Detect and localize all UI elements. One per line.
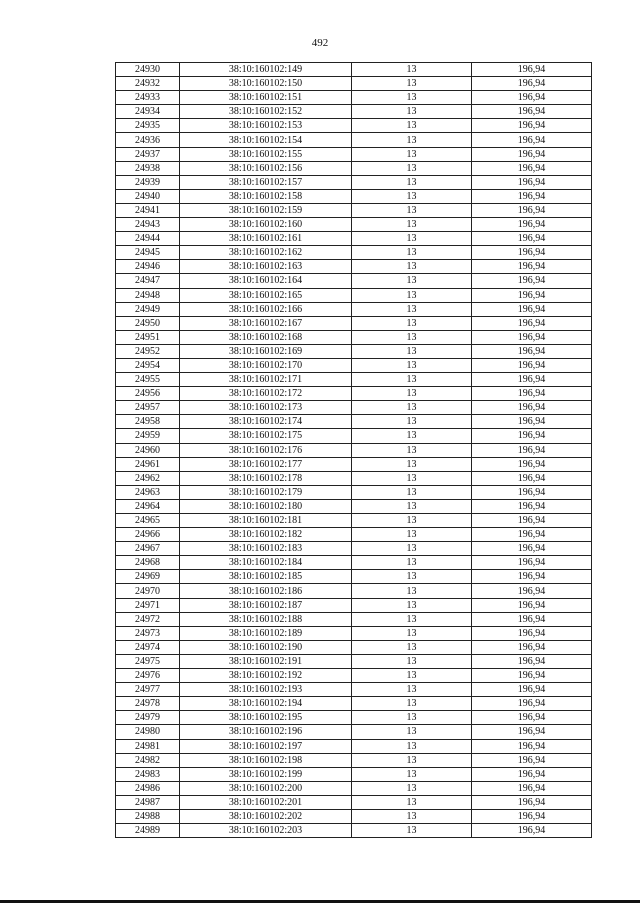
table-row: [116, 584, 592, 598]
count-cell: 13: [352, 457, 472, 471]
row-number-cell: 24939: [116, 175, 180, 189]
cadastral-number-cell: 38:10:160102:195: [180, 711, 352, 725]
count-cell: 13: [352, 401, 472, 415]
row-number-cell: 24938: [116, 161, 180, 175]
table-row: [116, 415, 592, 429]
cadastral-number-cell: 38:10:160102:200: [180, 781, 352, 795]
row-number-cell: 24983: [116, 767, 180, 781]
count-cell: 13: [352, 274, 472, 288]
cadastral-number-cell: 38:10:160102:189: [180, 626, 352, 640]
cadastral-number-cell: 38:10:160102:161: [180, 232, 352, 246]
row-number-cell: 24977: [116, 683, 180, 697]
count-cell: 13: [352, 302, 472, 316]
row-number-cell: 24956: [116, 387, 180, 401]
table-row: [116, 542, 592, 556]
row-number-cell: 24932: [116, 77, 180, 91]
cadastral-number-cell: 38:10:160102:150: [180, 77, 352, 91]
cadastral-number-cell: 38:10:160102:164: [180, 274, 352, 288]
row-number-cell: 24987: [116, 795, 180, 809]
cadastral-number-cell: 38:10:160102:188: [180, 612, 352, 626]
table-row: [116, 556, 592, 570]
area-cell: 196,94: [472, 471, 592, 485]
count-cell: 13: [352, 63, 472, 77]
count-cell: 13: [352, 514, 472, 528]
table-row: [116, 612, 592, 626]
table-row: [116, 358, 592, 372]
cadastral-number-cell: 38:10:160102:168: [180, 330, 352, 344]
count-cell: 13: [352, 697, 472, 711]
count-cell: 13: [352, 725, 472, 739]
table-row: [116, 824, 592, 838]
land-parcel-table: [115, 62, 592, 838]
cadastral-number-cell: 38:10:160102:192: [180, 669, 352, 683]
table-row: [116, 246, 592, 260]
table-row: [116, 119, 592, 133]
table-row: [116, 528, 592, 542]
table-row: [116, 570, 592, 584]
count-cell: 13: [352, 711, 472, 725]
area-cell: 196,94: [472, 556, 592, 570]
area-cell: 196,94: [472, 528, 592, 542]
cadastral-number-cell: 38:10:160102:172: [180, 387, 352, 401]
count-cell: 13: [352, 626, 472, 640]
area-cell: 196,94: [472, 824, 592, 838]
area-cell: 196,94: [472, 654, 592, 668]
area-cell: 196,94: [472, 288, 592, 302]
area-cell: 196,94: [472, 401, 592, 415]
count-cell: 13: [352, 288, 472, 302]
table-row: [116, 795, 592, 809]
cadastral-number-cell: 38:10:160102:185: [180, 570, 352, 584]
table-row: [116, 147, 592, 161]
count-cell: 13: [352, 824, 472, 838]
area-cell: 196,94: [472, 344, 592, 358]
area-cell: 196,94: [472, 683, 592, 697]
area-cell: 196,94: [472, 570, 592, 584]
table-row: [116, 232, 592, 246]
cadastral-number-cell: 38:10:160102:174: [180, 415, 352, 429]
area-cell: 196,94: [472, 316, 592, 330]
count-cell: 13: [352, 640, 472, 654]
cadastral-number-cell: 38:10:160102:159: [180, 203, 352, 217]
count-cell: 13: [352, 485, 472, 499]
row-number-cell: 24982: [116, 753, 180, 767]
table-row: [116, 218, 592, 232]
row-number-cell: 24967: [116, 542, 180, 556]
cadastral-number-cell: 38:10:160102:153: [180, 119, 352, 133]
area-cell: 196,94: [472, 584, 592, 598]
row-number-cell: 24934: [116, 105, 180, 119]
cadastral-number-cell: 38:10:160102:149: [180, 63, 352, 77]
table-row: [116, 387, 592, 401]
area-cell: 196,94: [472, 795, 592, 809]
cadastral-number-cell: 38:10:160102:196: [180, 725, 352, 739]
count-cell: 13: [352, 161, 472, 175]
area-cell: 196,94: [472, 63, 592, 77]
row-number-cell: 24949: [116, 302, 180, 316]
table-row: [116, 288, 592, 302]
row-number-cell: 24954: [116, 358, 180, 372]
count-cell: 13: [352, 471, 472, 485]
row-number-cell: 24945: [116, 246, 180, 260]
count-cell: 13: [352, 781, 472, 795]
count-cell: 13: [352, 795, 472, 809]
area-cell: 196,94: [472, 274, 592, 288]
count-cell: 13: [352, 260, 472, 274]
count-cell: 13: [352, 373, 472, 387]
table-row: [116, 767, 592, 781]
table-row: [116, 626, 592, 640]
cadastral-number-cell: 38:10:160102:191: [180, 654, 352, 668]
cadastral-number-cell: 38:10:160102:179: [180, 485, 352, 499]
area-cell: 196,94: [472, 189, 592, 203]
row-number-cell: 24964: [116, 499, 180, 513]
row-number-cell: 24941: [116, 203, 180, 217]
count-cell: 13: [352, 415, 472, 429]
count-cell: 13: [352, 189, 472, 203]
table-row: [116, 485, 592, 499]
count-cell: 13: [352, 344, 472, 358]
cadastral-number-cell: 38:10:160102:173: [180, 401, 352, 415]
count-cell: 13: [352, 753, 472, 767]
area-cell: 196,94: [472, 260, 592, 274]
row-number-cell: 24930: [116, 63, 180, 77]
row-number-cell: 24963: [116, 485, 180, 499]
table-row: [116, 91, 592, 105]
area-cell: 196,94: [472, 711, 592, 725]
table-row: [116, 429, 592, 443]
area-cell: 196,94: [472, 77, 592, 91]
count-cell: 13: [352, 683, 472, 697]
table-row: [116, 598, 592, 612]
area-cell: 196,94: [472, 330, 592, 344]
area-cell: 196,94: [472, 640, 592, 654]
cadastral-number-cell: 38:10:160102:166: [180, 302, 352, 316]
area-cell: 196,94: [472, 499, 592, 513]
cadastral-number-cell: 38:10:160102:187: [180, 598, 352, 612]
row-number-cell: 24943: [116, 218, 180, 232]
row-number-cell: 24981: [116, 739, 180, 753]
cadastral-number-cell: 38:10:160102:154: [180, 133, 352, 147]
area-cell: 196,94: [472, 626, 592, 640]
row-number-cell: 24957: [116, 401, 180, 415]
row-number-cell: 24933: [116, 91, 180, 105]
table-row: [116, 711, 592, 725]
area-cell: 196,94: [472, 415, 592, 429]
cadastral-number-cell: 38:10:160102:180: [180, 499, 352, 513]
table-row: [116, 133, 592, 147]
row-number-cell: 24948: [116, 288, 180, 302]
count-cell: 13: [352, 119, 472, 133]
row-number-cell: 24980: [116, 725, 180, 739]
row-number-cell: 24947: [116, 274, 180, 288]
cadastral-number-cell: 38:10:160102:152: [180, 105, 352, 119]
table-row: [116, 471, 592, 485]
area-cell: 196,94: [472, 203, 592, 217]
table-row: [116, 753, 592, 767]
count-cell: 13: [352, 809, 472, 823]
area-cell: 196,94: [472, 443, 592, 457]
count-cell: 13: [352, 316, 472, 330]
count-cell: 13: [352, 133, 472, 147]
cadastral-number-cell: 38:10:160102:170: [180, 358, 352, 372]
page-bottom-rule: [0, 900, 640, 903]
count-cell: 13: [352, 246, 472, 260]
cadastral-number-cell: 38:10:160102:169: [180, 344, 352, 358]
row-number-cell: 24944: [116, 232, 180, 246]
page-number: 492: [311, 37, 329, 49]
count-cell: 13: [352, 147, 472, 161]
row-number-cell: 24936: [116, 133, 180, 147]
cadastral-number-cell: 38:10:160102:194: [180, 697, 352, 711]
cadastral-number-cell: 38:10:160102:181: [180, 514, 352, 528]
area-cell: 196,94: [472, 232, 592, 246]
count-cell: 13: [352, 330, 472, 344]
area-cell: 196,94: [472, 809, 592, 823]
cadastral-number-cell: 38:10:160102:155: [180, 147, 352, 161]
area-cell: 196,94: [472, 598, 592, 612]
cadastral-number-cell: 38:10:160102:203: [180, 824, 352, 838]
cadastral-number-cell: 38:10:160102:162: [180, 246, 352, 260]
table-row: [116, 274, 592, 288]
table-row: [116, 77, 592, 91]
cadastral-number-cell: 38:10:160102:171: [180, 373, 352, 387]
count-cell: 13: [352, 598, 472, 612]
cadastral-number-cell: 38:10:160102:176: [180, 443, 352, 457]
row-number-cell: 24946: [116, 260, 180, 274]
cadastral-number-cell: 38:10:160102:202: [180, 809, 352, 823]
area-cell: 196,94: [472, 429, 592, 443]
cadastral-number-cell: 38:10:160102:160: [180, 218, 352, 232]
row-number-cell: 24974: [116, 640, 180, 654]
area-cell: 196,94: [472, 387, 592, 401]
area-cell: 196,94: [472, 91, 592, 105]
area-cell: 196,94: [472, 542, 592, 556]
row-number-cell: 24935: [116, 119, 180, 133]
row-number-cell: 24952: [116, 344, 180, 358]
table-row: [116, 203, 592, 217]
count-cell: 13: [352, 584, 472, 598]
count-cell: 13: [352, 91, 472, 105]
table-row: [116, 401, 592, 415]
row-number-cell: 24979: [116, 711, 180, 725]
area-cell: 196,94: [472, 105, 592, 119]
table-row: [116, 654, 592, 668]
area-cell: 196,94: [472, 485, 592, 499]
cadastral-number-cell: 38:10:160102:201: [180, 795, 352, 809]
table-row: [116, 175, 592, 189]
table-row: [116, 683, 592, 697]
row-number-cell: 24975: [116, 654, 180, 668]
area-cell: 196,94: [472, 373, 592, 387]
table-body: [116, 63, 592, 838]
table-row: [116, 443, 592, 457]
count-cell: 13: [352, 767, 472, 781]
cadastral-number-cell: 38:10:160102:156: [180, 161, 352, 175]
cadastral-number-cell: 38:10:160102:178: [180, 471, 352, 485]
row-number-cell: 24937: [116, 147, 180, 161]
table-row: [116, 260, 592, 274]
area-cell: 196,94: [472, 781, 592, 795]
area-cell: 196,94: [472, 767, 592, 781]
row-number-cell: 24989: [116, 824, 180, 838]
row-number-cell: 24950: [116, 316, 180, 330]
table-row: [116, 161, 592, 175]
count-cell: 13: [352, 358, 472, 372]
area-cell: 196,94: [472, 119, 592, 133]
area-cell: 196,94: [472, 457, 592, 471]
area-cell: 196,94: [472, 246, 592, 260]
count-cell: 13: [352, 175, 472, 189]
count-cell: 13: [352, 232, 472, 246]
table-row: [116, 105, 592, 119]
cadastral-number-cell: 38:10:160102:163: [180, 260, 352, 274]
table-row: [116, 302, 592, 316]
area-cell: 196,94: [472, 161, 592, 175]
row-number-cell: 24962: [116, 471, 180, 485]
table-row: [116, 316, 592, 330]
table-row: [116, 739, 592, 753]
row-number-cell: 24968: [116, 556, 180, 570]
count-cell: 13: [352, 203, 472, 217]
row-number-cell: 24959: [116, 429, 180, 443]
area-cell: 196,94: [472, 302, 592, 316]
area-cell: 196,94: [472, 697, 592, 711]
area-cell: 196,94: [472, 753, 592, 767]
table-row: [116, 63, 592, 77]
cadastral-number-cell: 38:10:160102:190: [180, 640, 352, 654]
table-row: [116, 344, 592, 358]
table-row: [116, 640, 592, 654]
table-row: [116, 725, 592, 739]
cadastral-number-cell: 38:10:160102:183: [180, 542, 352, 556]
count-cell: 13: [352, 218, 472, 232]
count-cell: 13: [352, 542, 472, 556]
table-row: [116, 373, 592, 387]
count-cell: 13: [352, 570, 472, 584]
count-cell: 13: [352, 654, 472, 668]
table-row: [116, 499, 592, 513]
table-row: [116, 697, 592, 711]
count-cell: 13: [352, 105, 472, 119]
cadastral-number-cell: 38:10:160102:151: [180, 91, 352, 105]
cadastral-number-cell: 38:10:160102:175: [180, 429, 352, 443]
row-number-cell: 24940: [116, 189, 180, 203]
area-cell: 196,94: [472, 175, 592, 189]
row-number-cell: 24960: [116, 443, 180, 457]
row-number-cell: 24973: [116, 626, 180, 640]
row-number-cell: 24966: [116, 528, 180, 542]
row-number-cell: 24978: [116, 697, 180, 711]
table-row: [116, 514, 592, 528]
area-cell: 196,94: [472, 133, 592, 147]
row-number-cell: 24958: [116, 415, 180, 429]
row-number-cell: 24955: [116, 373, 180, 387]
table-row: [116, 189, 592, 203]
cadastral-number-cell: 38:10:160102:157: [180, 175, 352, 189]
row-number-cell: 24972: [116, 612, 180, 626]
area-cell: 196,94: [472, 669, 592, 683]
row-number-cell: 24986: [116, 781, 180, 795]
row-number-cell: 24970: [116, 584, 180, 598]
count-cell: 13: [352, 77, 472, 91]
table-row: [116, 669, 592, 683]
cadastral-number-cell: 38:10:160102:158: [180, 189, 352, 203]
row-number-cell: 24951: [116, 330, 180, 344]
row-number-cell: 24965: [116, 514, 180, 528]
cadastral-number-cell: 38:10:160102:198: [180, 753, 352, 767]
area-cell: 196,94: [472, 725, 592, 739]
count-cell: 13: [352, 612, 472, 626]
cadastral-number-cell: 38:10:160102:197: [180, 739, 352, 753]
cadastral-number-cell: 38:10:160102:167: [180, 316, 352, 330]
table-row: [116, 781, 592, 795]
cadastral-number-cell: 38:10:160102:186: [180, 584, 352, 598]
count-cell: 13: [352, 528, 472, 542]
row-number-cell: 24988: [116, 809, 180, 823]
count-cell: 13: [352, 387, 472, 401]
area-cell: 196,94: [472, 218, 592, 232]
count-cell: 13: [352, 499, 472, 513]
cadastral-number-cell: 38:10:160102:199: [180, 767, 352, 781]
count-cell: 13: [352, 429, 472, 443]
count-cell: 13: [352, 669, 472, 683]
area-cell: 196,94: [472, 739, 592, 753]
area-cell: 196,94: [472, 612, 592, 626]
count-cell: 13: [352, 739, 472, 753]
area-cell: 196,94: [472, 147, 592, 161]
cadastral-number-cell: 38:10:160102:184: [180, 556, 352, 570]
row-number-cell: 24961: [116, 457, 180, 471]
row-number-cell: 24976: [116, 669, 180, 683]
table-row: [116, 457, 592, 471]
area-cell: 196,94: [472, 514, 592, 528]
count-cell: 13: [352, 443, 472, 457]
row-number-cell: 24969: [116, 570, 180, 584]
cadastral-number-cell: 38:10:160102:193: [180, 683, 352, 697]
cadastral-number-cell: 38:10:160102:182: [180, 528, 352, 542]
count-cell: 13: [352, 556, 472, 570]
cadastral-number-cell: 38:10:160102:177: [180, 457, 352, 471]
area-cell: 196,94: [472, 358, 592, 372]
cadastral-number-cell: 38:10:160102:165: [180, 288, 352, 302]
row-number-cell: 24971: [116, 598, 180, 612]
table-row: [116, 809, 592, 823]
table-row: [116, 330, 592, 344]
